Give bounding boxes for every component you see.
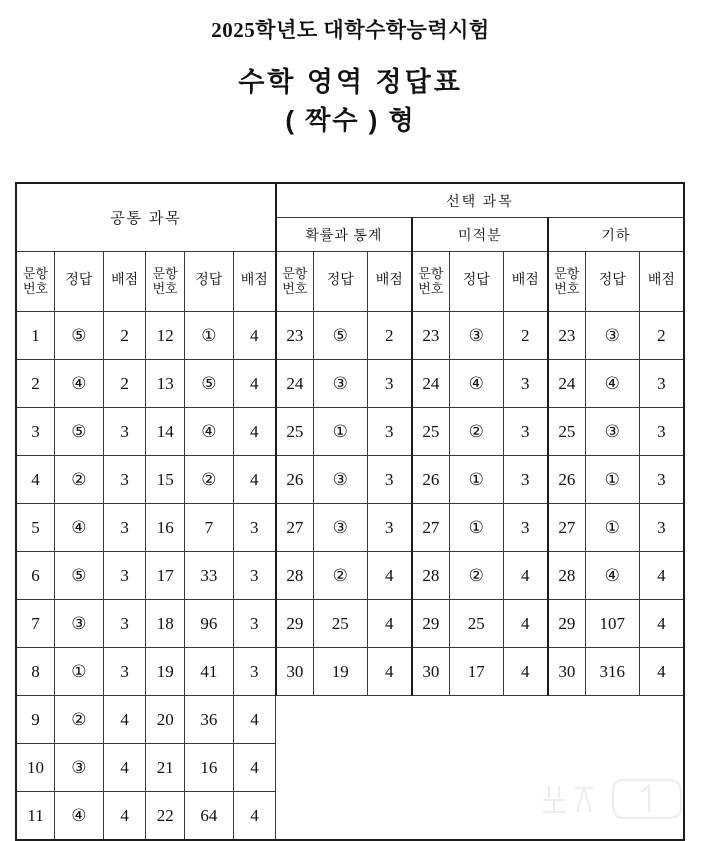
cell-question-no: 30: [548, 648, 586, 696]
cell-question-no: 24: [276, 360, 314, 408]
cell-question-no: 3: [16, 408, 55, 456]
cell-answer: 16: [184, 744, 233, 792]
cell-question-no: 26: [412, 456, 450, 504]
group-header-common: 공통 과목: [16, 183, 276, 252]
cell-points: 4: [503, 600, 548, 648]
cell-points: 3: [233, 648, 276, 696]
col-header-line1: 문항: [554, 266, 580, 282]
cell-points: 3: [503, 504, 548, 552]
cell-question-no: 24: [412, 360, 450, 408]
cell-points: 4: [639, 552, 684, 600]
cell-answer: ①: [585, 456, 639, 504]
cell-answer: ③: [55, 744, 104, 792]
cell-answer: ②: [449, 552, 503, 600]
col-header-question-no-geometry: [548, 252, 586, 312]
col-header-answer-common-2: 정답: [184, 252, 233, 312]
col-header-line2: 번호: [22, 280, 49, 296]
cell-question-no: 9: [16, 696, 55, 744]
col-header-answer-probability: 정답: [313, 252, 367, 312]
cell-question-no: 24: [548, 360, 586, 408]
cell-points: 4: [233, 792, 276, 841]
cell-question-no: 18: [146, 600, 185, 648]
col-header-line2: 번호: [152, 280, 178, 296]
table-row: [16, 792, 684, 841]
cell-question-no: 17: [146, 552, 185, 600]
cell-points: 3: [103, 408, 146, 456]
answer-table: [15, 182, 685, 841]
cell-answer: ③: [313, 504, 367, 552]
answer-table-container: [15, 182, 685, 826]
cell-points: 3: [103, 600, 146, 648]
col-header-line2: 번호: [554, 280, 580, 296]
cell-points: 4: [503, 552, 548, 600]
cell-question-no: 13: [146, 360, 185, 408]
cell-points: 4: [367, 600, 412, 648]
cell-question-no: 25: [276, 408, 314, 456]
cell-answer: 41: [184, 648, 233, 696]
col-header-line1: 문항: [282, 266, 308, 282]
cell-question-no: 26: [548, 456, 586, 504]
cell-question-no: 14: [146, 408, 185, 456]
cell-points: 4: [639, 600, 684, 648]
cell-question-no: 27: [412, 504, 450, 552]
cell-question-no: 12: [146, 312, 185, 360]
cell-question-no: 26: [276, 456, 314, 504]
col-header-line1: 문항: [418, 266, 444, 282]
paper-type: ( 짝수 ) 형: [285, 104, 416, 135]
cell-question-no: 25: [412, 408, 450, 456]
col-header-points-geometry: 배점: [639, 252, 684, 312]
cell-answer: ③: [585, 408, 639, 456]
cell-question-no: 7: [16, 600, 55, 648]
cell-answer: ①: [449, 504, 503, 552]
cell-answer: 25: [313, 600, 367, 648]
cell-answer: ④: [55, 792, 104, 841]
cell-question-no: 6: [16, 552, 55, 600]
cell-question-no: 8: [16, 648, 55, 696]
subject-header-geometry: 기하: [548, 218, 684, 252]
cell-answer: 107: [585, 600, 639, 648]
col-header-question-no-common-2: [146, 252, 185, 312]
cell-question-no: 11: [16, 792, 55, 841]
cell-points: 4: [233, 360, 276, 408]
cell-points: 3: [367, 504, 412, 552]
cell-points: 3: [639, 360, 684, 408]
cell-points: 2: [367, 312, 412, 360]
cell-answer: ④: [449, 360, 503, 408]
cell-points: 3: [233, 600, 276, 648]
col-header-line1: 문항: [22, 266, 49, 282]
cell-answer: ③: [55, 600, 104, 648]
cell-answer: ③: [449, 312, 503, 360]
cell-answer: 17: [449, 648, 503, 696]
cell-points: 3: [639, 504, 684, 552]
table-row: [16, 360, 684, 408]
cell-points: 3: [639, 456, 684, 504]
cell-answer: ④: [55, 504, 104, 552]
cell-question-no: 2: [16, 360, 55, 408]
cell-question-no: 28: [276, 552, 314, 600]
cell-question-no: 25: [548, 408, 586, 456]
table-row: [16, 504, 684, 552]
cell-points: 4: [233, 456, 276, 504]
cell-points: 3: [103, 504, 146, 552]
cell-points: 2: [503, 312, 548, 360]
cell-points: 4: [233, 408, 276, 456]
cell-points: 4: [233, 312, 276, 360]
col-header-points-probability: 배점: [367, 252, 412, 312]
cell-question-no: 27: [276, 504, 314, 552]
cell-question-no: 30: [276, 648, 314, 696]
cell-points: 3: [639, 408, 684, 456]
cell-answer: ②: [313, 552, 367, 600]
cell-points: 4: [503, 648, 548, 696]
cell-question-no: 16: [146, 504, 185, 552]
cell-answer: ①: [184, 312, 233, 360]
empty-filler-cell: [276, 744, 684, 792]
table-row: [16, 552, 684, 600]
cell-answer: ①: [449, 456, 503, 504]
col-header-answer-common-1: 정답: [55, 252, 104, 312]
exam-name: 2025학년도 대학수학능력시험: [211, 18, 490, 42]
cell-question-no: 23: [548, 312, 586, 360]
group-header-elective: 선택 과목: [276, 183, 684, 218]
cell-question-no: 30: [412, 648, 450, 696]
cell-points: 3: [367, 360, 412, 408]
cell-question-no: 29: [548, 600, 586, 648]
cell-answer: ⑤: [55, 552, 104, 600]
cell-question-no: 10: [16, 744, 55, 792]
col-header-question-no-common-1: [16, 252, 55, 312]
col-header-line2: 번호: [282, 280, 308, 296]
cell-points: 3: [103, 552, 146, 600]
cell-points: 4: [103, 792, 146, 841]
cell-points: 3: [503, 408, 548, 456]
cell-points: 4: [233, 744, 276, 792]
cell-question-no: 19: [146, 648, 185, 696]
cell-answer: 19: [313, 648, 367, 696]
page-title: 수학 영역 정답표: [238, 67, 463, 98]
cell-points: 3: [503, 456, 548, 504]
table-body: [16, 312, 684, 841]
col-header-line2: 번호: [418, 280, 444, 296]
header-row-groups: [16, 183, 684, 218]
cell-points: 3: [233, 552, 276, 600]
cell-points: 2: [639, 312, 684, 360]
document-title-block: [0, 0, 701, 136]
cell-question-no: 1: [16, 312, 55, 360]
empty-filler-cell: [276, 696, 684, 744]
cell-question-no: 29: [412, 600, 450, 648]
cell-points: 4: [639, 648, 684, 696]
cell-question-no: 21: [146, 744, 185, 792]
cell-points: 4: [233, 696, 276, 744]
cell-answer: 36: [184, 696, 233, 744]
table-row: [16, 744, 684, 792]
cell-answer: ②: [55, 456, 104, 504]
cell-points: 4: [103, 744, 146, 792]
cell-answer: 7: [184, 504, 233, 552]
cell-answer: ⑤: [313, 312, 367, 360]
cell-points: 3: [367, 408, 412, 456]
cell-points: 3: [103, 456, 146, 504]
cell-answer: ①: [313, 408, 367, 456]
cell-points: 3: [103, 648, 146, 696]
cell-question-no: 5: [16, 504, 55, 552]
cell-answer: ⑤: [55, 312, 104, 360]
cell-question-no: 28: [548, 552, 586, 600]
cell-question-no: 29: [276, 600, 314, 648]
col-header-line1: 문항: [152, 266, 178, 282]
table-row: [16, 600, 684, 648]
cell-answer: 64: [184, 792, 233, 841]
cell-answer: ②: [449, 408, 503, 456]
table-header: [16, 183, 684, 312]
table-row: [16, 696, 684, 744]
cell-answer: ⑤: [184, 360, 233, 408]
cell-answer: ③: [313, 360, 367, 408]
cell-points: 2: [103, 360, 146, 408]
cell-question-no: 23: [276, 312, 314, 360]
cell-answer: ②: [55, 696, 104, 744]
cell-points: 3: [503, 360, 548, 408]
cell-points: 2: [103, 312, 146, 360]
cell-answer: ③: [585, 312, 639, 360]
cell-answer: ⑤: [55, 408, 104, 456]
subject-header-probability-statistics: 확률과 통계: [276, 218, 412, 252]
cell-answer: 33: [184, 552, 233, 600]
empty-filler-cell: [276, 792, 684, 841]
table-row: [16, 408, 684, 456]
cell-answer: 316: [585, 648, 639, 696]
cell-answer: ④: [585, 552, 639, 600]
col-header-points-common-2: 배점: [233, 252, 276, 312]
cell-question-no: 27: [548, 504, 586, 552]
col-header-question-no-calculus: [412, 252, 450, 312]
cell-points: 4: [103, 696, 146, 744]
col-header-points-common-1: 배점: [103, 252, 146, 312]
cell-points: 3: [367, 456, 412, 504]
cell-answer: ④: [55, 360, 104, 408]
col-header-answer-calculus: 정답: [449, 252, 503, 312]
cell-question-no: 15: [146, 456, 185, 504]
cell-answer: 25: [449, 600, 503, 648]
cell-answer: 96: [184, 600, 233, 648]
cell-question-no: 28: [412, 552, 450, 600]
col-header-answer-geometry: 정답: [585, 252, 639, 312]
cell-question-no: 22: [146, 792, 185, 841]
subject-header-calculus: 미적분: [412, 218, 548, 252]
cell-answer: ④: [585, 360, 639, 408]
cell-answer: ①: [585, 504, 639, 552]
cell-question-no: 4: [16, 456, 55, 504]
cell-answer: ①: [55, 648, 104, 696]
col-header-question-no-probability: [276, 252, 314, 312]
cell-question-no: 23: [412, 312, 450, 360]
table-row: [16, 648, 684, 696]
cell-points: 3: [233, 504, 276, 552]
cell-question-no: 20: [146, 696, 185, 744]
table-row: [16, 312, 684, 360]
table-row: [16, 456, 684, 504]
cell-answer: ②: [184, 456, 233, 504]
cell-points: 4: [367, 648, 412, 696]
cell-answer: ③: [313, 456, 367, 504]
cell-answer: ④: [184, 408, 233, 456]
col-header-points-calculus: 배점: [503, 252, 548, 312]
header-row-columns: [16, 252, 684, 312]
cell-points: 4: [367, 552, 412, 600]
